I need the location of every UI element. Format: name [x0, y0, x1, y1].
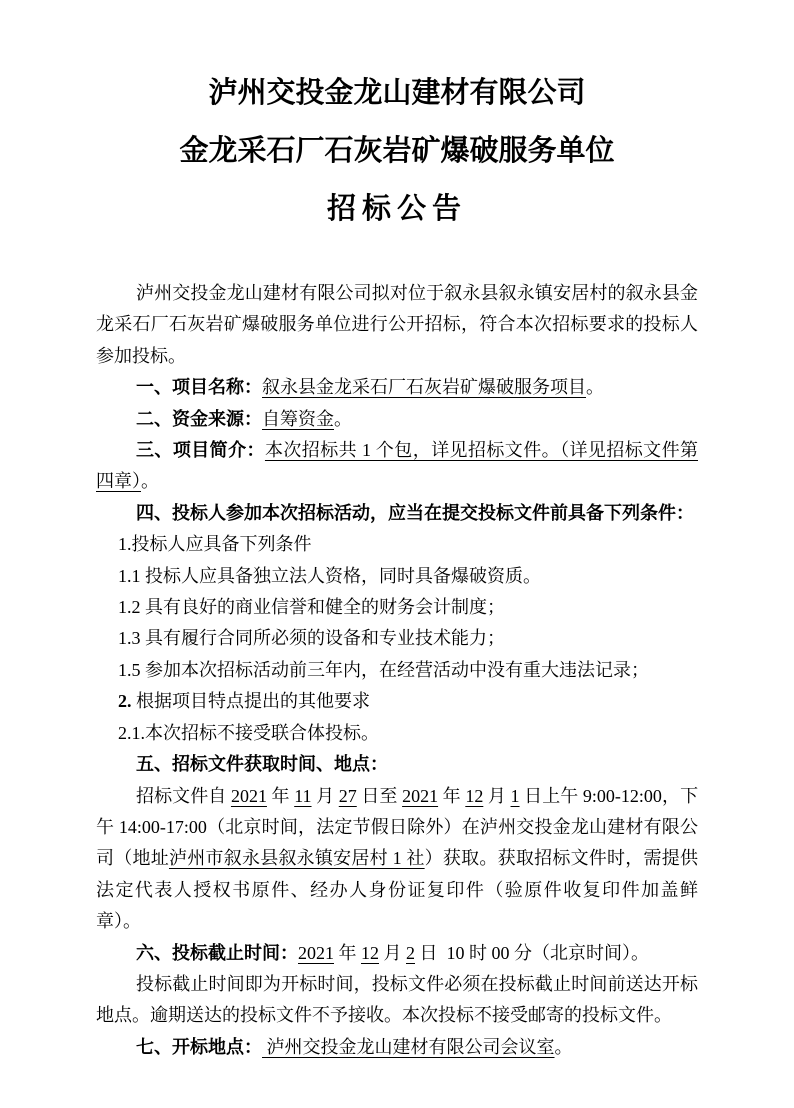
text-run: 日上午 9:00-12:00，下午 14:00-17:00（北京时间，法定节假日除外）在泸州交投金龙山建材有限公司（地址: [96, 785, 699, 869]
underlined-text-run: 27: [338, 785, 357, 806]
text-run: 1.3 具有履行合同所必须的设备和专业技术能力；: [118, 628, 505, 649]
underlined-text-run: 2021: [298, 942, 334, 963]
bold-text-run: 六、投标截止时间：: [136, 942, 298, 963]
paragraph: [96, 718, 698, 749]
underlined-text-run: 泸州市叙永县叙永镇安居村 1 社: [168, 848, 425, 869]
paragraph: [96, 655, 698, 686]
paragraph: [96, 404, 698, 435]
text-run: 日 10 时 00 分（北京时间）。: [415, 942, 649, 963]
text-run: 2.1.本次招标不接受联合体投标。: [118, 722, 379, 743]
doc-title-line-announcement: 招标公告: [326, 193, 467, 225]
text-run: 。: [554, 1036, 573, 1057]
underlined-text-run: 11: [294, 785, 312, 806]
paragraph: [96, 686, 698, 717]
paragraph: [96, 278, 698, 372]
underlined-text-run: 自筹资金: [262, 408, 334, 429]
paragraph: [96, 435, 698, 498]
paragraph: [96, 1032, 698, 1063]
text-run: 。: [334, 408, 352, 429]
bold-text-run: 三、项目简介：: [136, 440, 265, 461]
text-run: 泸州交投金龙山建材有限公司拟对位于叙永县叙永镇安居村的叙永县金龙采石厂石灰岩矿爆破服务单位进行公开招标，符合本次招标要求的投标人参加投标。: [96, 283, 698, 366]
paragraph: [96, 498, 698, 529]
underlined-text-run: 泸州交投金龙山建材有限公司会议室: [262, 1036, 555, 1057]
text-run: 投标截止时间即为开标时间，投标文件必须在投标截止时间前送达开标地点。逾期送达的投标文件不予接收。本次投标不接受邮寄的投标文件。: [96, 973, 698, 1026]
text-run: 月: [311, 785, 339, 806]
text-run: 年: [334, 942, 361, 963]
text-run: 月: [379, 942, 406, 963]
text-run: 。: [141, 471, 159, 492]
underlined-text-run: 12: [465, 785, 484, 806]
paragraph: [96, 938, 698, 969]
bold-text-run: 2.: [118, 691, 132, 712]
bold-text-run: 四、投标人参加本次招标活动，应当在提交投标文件前具备下列条件：: [136, 502, 694, 523]
text-run: 月: [483, 785, 511, 806]
text-run: 年: [438, 785, 466, 806]
text-run: 1.投标人应具备下列条件: [118, 534, 312, 555]
document-body: [96, 278, 698, 1063]
underlined-text-run: 叙永县金龙采石厂石灰岩矿爆破服务项目: [262, 377, 586, 398]
text-run: 招标文件自: [136, 785, 231, 806]
text-run: 根据项目特点提出的其他要求: [131, 691, 370, 712]
underlined-text-run: 12: [361, 942, 379, 963]
paragraph: [96, 529, 698, 560]
paragraph: [96, 749, 698, 780]
bold-text-run: 五、招标文件获取时间、地点：: [136, 754, 388, 775]
doc-title-line-project: 金龙采石厂石灰岩矿爆破服务单位: [179, 135, 615, 167]
underlined-text-run: 2021: [402, 785, 439, 806]
paragraph: [96, 592, 698, 623]
underlined-text-run: 2: [406, 942, 415, 963]
paragraph: [96, 623, 698, 654]
text-run: 1.1 投标人应具备独立法人资格，同时具备爆破资质。: [118, 565, 541, 586]
text-run: 。: [586, 377, 604, 398]
paragraph: [96, 561, 698, 592]
paragraph: [96, 372, 698, 403]
underlined-text-run: 2021: [230, 785, 267, 806]
paragraph: [96, 969, 698, 1032]
underlined-text-run: 1: [510, 785, 520, 806]
bold-text-run: 七、开标地点：: [136, 1036, 262, 1057]
text-run: 日至: [356, 785, 403, 806]
bold-text-run: 一、项目名称：: [136, 377, 262, 398]
bold-text-run: 二、资金来源：: [136, 408, 262, 429]
document-title: [96, 64, 698, 238]
text-run: ）获取。获取招标文件时，需提供法定代表人授权书原件、经办人身份证复印件（验原件收复印件加盖鲜章）。: [96, 848, 699, 932]
text-run: 1.2 具有良好的商业信誉和健全的财务会计制度；: [118, 597, 505, 618]
text-run: 1.5 参加本次招标活动前三年内，在经营活动中没有重大违法记录；: [118, 659, 649, 680]
text-run: 年: [266, 785, 295, 806]
underlined-text-run: 本次招标共 1 个包，详见招标文件。（详见招标文件第四章）: [96, 440, 698, 492]
doc-title-line-company: 泸州交投金龙山建材有限公司: [208, 77, 586, 109]
paragraph: [96, 781, 698, 938]
